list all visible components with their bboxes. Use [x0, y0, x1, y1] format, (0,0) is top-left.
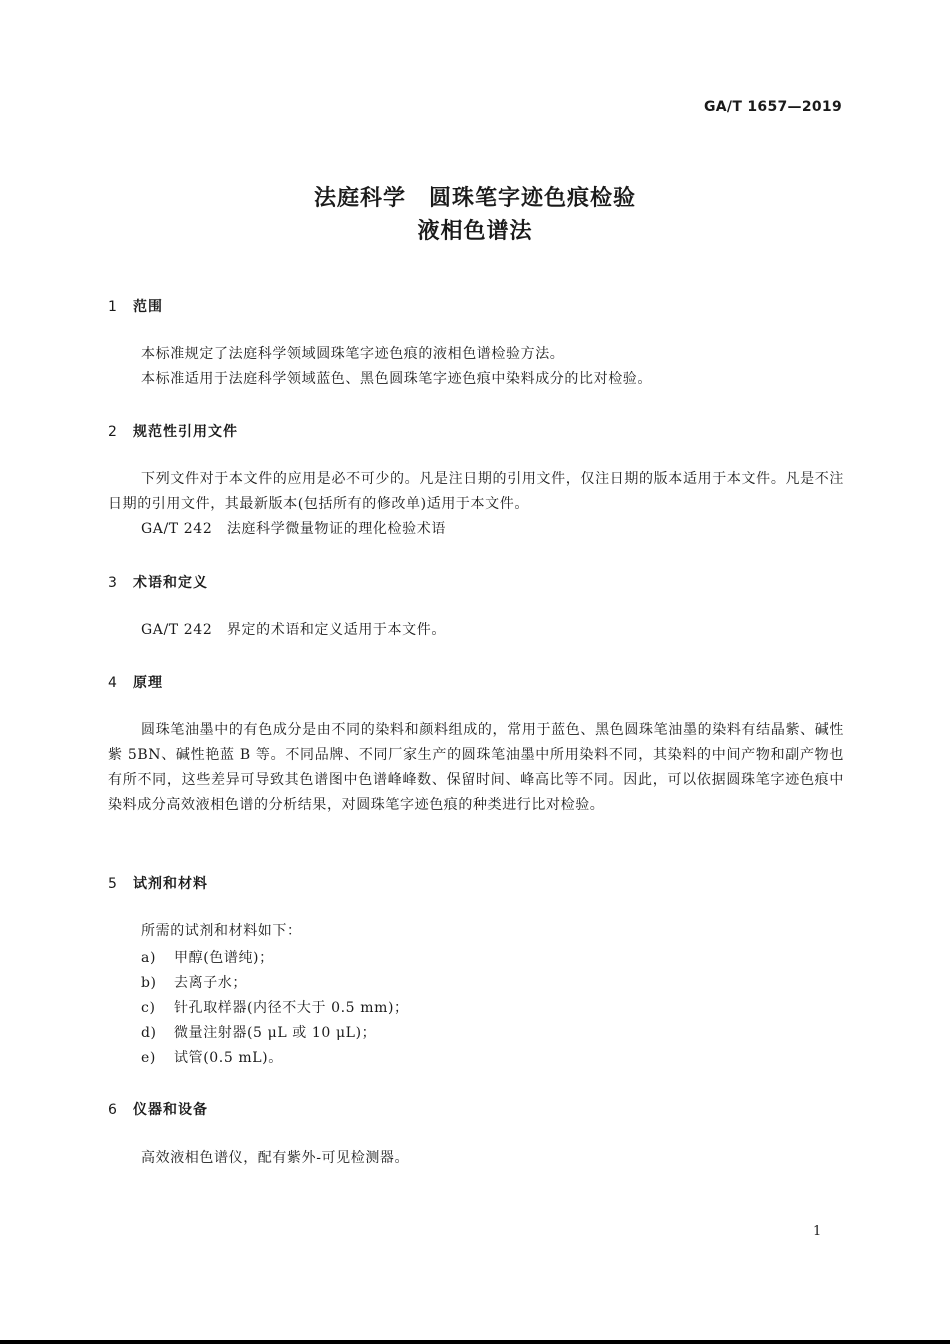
paragraph-text: 下列文件对于本文件的应用是必不可少的。凡是注日期的引用文件，仅注日期的版本适用于本文件。凡是不注日期的引用文件，其最新版本(包括所有的修改单)适用于本文件。: [108, 471, 844, 512]
paragraph: [108, 467, 844, 517]
section-title: 原理: [133, 675, 163, 691]
list-text: 试管(0.5 mL)。: [174, 1050, 283, 1066]
paragraph: 所需的试剂和材料如下：: [141, 923, 302, 939]
standard-code: GA/T 1657—2019: [704, 99, 842, 115]
paragraph: 高效液相色谱仪，配有紫外-可见检测器。: [141, 1150, 410, 1166]
paragraph: GA/T 242 界定的术语和定义适用于本文件。: [141, 622, 446, 638]
list-item: [141, 972, 247, 992]
section-number: 4: [108, 675, 118, 691]
page-number: 1: [813, 1224, 822, 1239]
list-text: 去离子水；: [174, 975, 247, 991]
list-marker: a): [141, 950, 157, 966]
section-number: 6: [108, 1102, 118, 1118]
section-3-heading: [108, 572, 208, 592]
section-2-heading: [108, 421, 238, 441]
paragraph: 本标准规定了法庭科学领域圆珠笔字迹色痕的液相色谱检验方法。: [141, 346, 565, 362]
section-6-heading: [108, 1099, 208, 1119]
title-line-1: 法庭科学 圆珠笔字迹色痕检验: [313, 186, 636, 211]
list-marker: b): [141, 975, 157, 991]
list-item: [141, 1047, 283, 1067]
section-number: 1: [108, 299, 118, 315]
section-number: 5: [108, 876, 118, 892]
section-title: 仪器和设备: [133, 1102, 208, 1118]
section-title: 范围: [133, 299, 163, 315]
list-text: 微量注射器(5 μL 或 10 μL)；: [174, 1025, 377, 1041]
section-title: 规范性引用文件: [133, 424, 238, 440]
list-marker: c): [141, 1000, 156, 1016]
section-number: 3: [108, 575, 118, 591]
title-line-2: 液相色谱法: [417, 219, 533, 244]
reference-item: GA/T 242 法庭科学微量物证的理化检验术语: [141, 521, 446, 537]
list-text: 甲醇(色谱纯)；: [174, 950, 274, 966]
section-5-heading: [108, 873, 208, 893]
list-text: 针孔取样器(内径不大于 0.5 mm)；: [174, 1000, 409, 1016]
list-item: [141, 997, 409, 1017]
bottom-edge: [0, 1340, 950, 1344]
list-item: [141, 1022, 376, 1042]
section-title: 术语和定义: [133, 575, 208, 591]
paragraph-text: 圆珠笔油墨中的有色成分是由不同的染料和颜料组成的，常用于蓝色、黑色圆珠笔油墨的染料有结晶紫、碱性紫 5BN、碱性艳蓝 B 等。不同品牌、不同厂家生产的圆珠笔油墨中所用染料不同，其染料的中间产物和副产物也有所不同，这些差异可导致其色谱图中色谱峰峰数、保留时间、峰高比等不同。因此，可以依据圆珠笔字迹色痕中染料成分高效液相色谱的分析结果，对圆珠笔字迹色痕的种类进行比对检验。: [108, 722, 844, 813]
paragraph: [108, 718, 844, 818]
paragraph: 本标准适用于法庭科学领域蓝色、黑色圆珠笔字迹色痕中染料成分的比对检验。: [141, 371, 652, 387]
section-4-heading: [108, 672, 163, 692]
list-marker: e): [141, 1050, 156, 1066]
list-item: [141, 947, 274, 967]
list-marker: d): [141, 1025, 157, 1041]
section-1-heading: [108, 296, 163, 316]
section-title: 试剂和材料: [133, 876, 208, 892]
section-number: 2: [108, 424, 118, 440]
